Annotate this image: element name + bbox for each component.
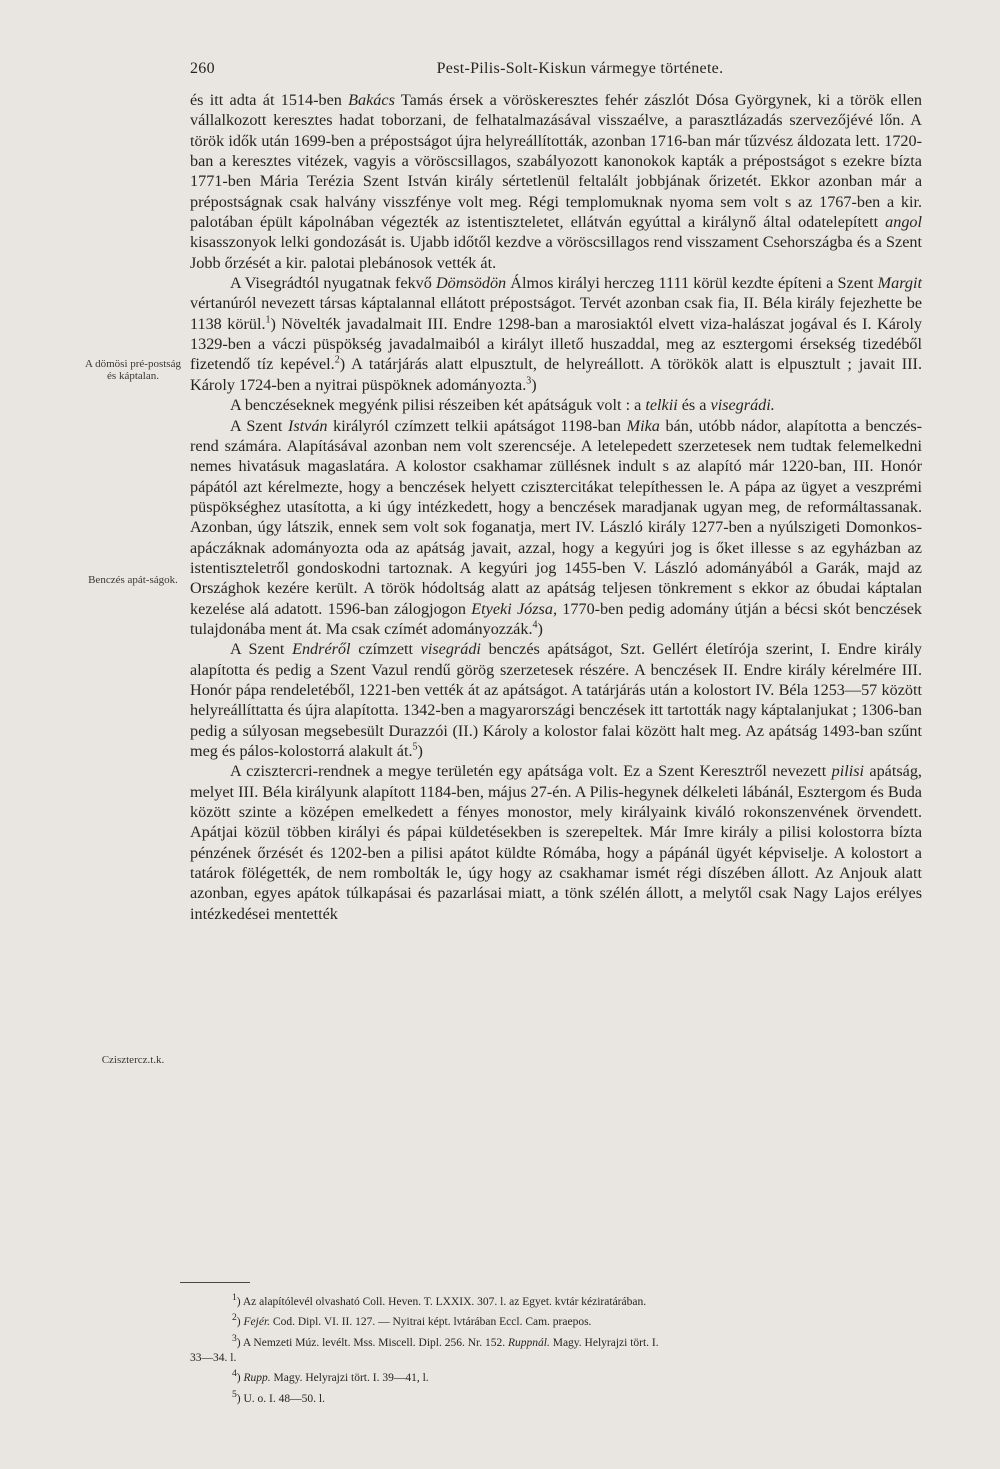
- body-text: [190, 90, 922, 924]
- paragraph: A czisztercri-rendnek a megye területén egy apátsága volt. Ez a Szent Keresztről nevezett pilisi apátság, melyet III. Béla királyunk alapított 1184-ben, május 27-én. A Pilis-hegynek délkeleti lábánál, Esztergom és Buda között szinte a középen emelkedett a fényes monostor, mely királyaink kiváló rokonszenvének örvendett. Apátjai közül többen királyi és pápai küldetésekben is szerepeltek. Már Imre király a pilisi kolostorra bízta pénzének őrzését és 1202-ben a pilisi apátot küldte Rómába, hogy a pápánál ügyét képviselje. A kolostort a tatárok fölégették, de nem rombolták le, úgy hogy az csakhamar ismét régi díszében állott. Az Anjouk alatt azonban, egyes apátok túlkapásai és pazarlásai miatt, a tönk szélén állott, a melytől csak Nagy Lajos erélyes intézkedései mentették: [190, 762, 922, 923]
- footnote-rule: [180, 1282, 250, 1283]
- footnote: $^4$) Rupp. Magy. Helyrajzi tört. I. 39—41, l.: [232, 1368, 429, 1385]
- running-header: [190, 60, 930, 84]
- page-number: 260: [190, 60, 215, 77]
- paragraph: A Szent István királyról czímzett telkii apátságot 1198-ban Mika bán, utóbb nádor, alapította a benczés-rend számára. Alapításával azonban nem volt szerencséje. A letelepedett szerzetesek nem tudtak felemelkedni nemes hivatásuk magaslatára. A kolostor csakhamar züllésnek indult s az alapító már 1220-ban, III. Honór pápától azt kérelmezte, hogy a benczések helyett czisztercitákat telepíthessen le. A pápa az ügyet a veszprémi püspökséghez utasította, a ki úgy intézkedett, hogy a benczések maradjanak ugyan meg, de reformáltassanak. Azonban, úgy látszik, ennek sem volt sok foganatja, mert IV. László király 1277-ben a nyúlszigeti Domonkos-apáczáknak adományozta oda az apátság javait, azzal, hogy a kegyúri jog is őket illesse s az egyházban az istentiszteletről gondoskodni tartoznak. A kegyúri jog 1455-ben V. László adományából a Garák, majd az Országhok kezére került. A török hódoltság alatt az apátság teljesen tönkrement s ekkor az óbudai káptalan kezelése alá adatott. 1596-ban zálogjogon Etyeki Józsa, 1770-ben pedig adomány útján a bécsi skót benczések tulajdonába ment át. Ma csak czímét adományozzák.$^4$): [190, 416, 923, 638]
- footnotes: [190, 1290, 922, 1407]
- paragraph: A Visegrádtól nyugatnak fekvő Dömsödön Álmos királyi herczeg 1111 körül kezdte építeni a Szent Margit vértanúról nevezett társas káptalannal ellátott prépostságot. Tervét azonban csak fia, II. Béla király fejezhette be 1138 körül.$^1$) Növelték javadalmait III. Endre 1298-ban a marosiaktól elvett viza-halászat jogával és I. Károly 1329-ben a váczi püspökség javadalmaiból a királyt illető huszaddal, meg az esztergomi érsekség tizedéből fizetendő tíz kepével.$^2$) A tatárjárás alatt elpusztult, de helyreállott. A törökök alatt is elpusztult ; javait III. Károly 1724-ben a nyitrai püspöknek adományozta.$^3$): [190, 274, 923, 394]
- paragraph: és itt adta át 1514-ben Bakács Tamás érsek a vöröskeresztes fehér zászlót Dósa Györgynek, ki a török ellen vállalkozott keresztes hadat toborzani, de felhatalmazásával visszaélve, a parasztlázadás szervezőjévé lőn. A török idők után 1699-ben a prépostságot újra helyreállították, azonban 1716-ban már tűzvész áldozata lett. 1720-ban a keresztes vitézek, vagyis a vöröscsillagos, szabályozott kanonokok kapták a prépostságot s ezekre bízta 1771-ben Mária Terézia Szent István király sértetlenül feltalált jobbjának őrizetét. Ekkor azonban már a prépostságnak csak halvány visszfénye volt meg. Régi templomuknak nyoma sem volt s az 1767-ben a kir. palotában épült kápolnában végezték az istentiszteletet, ellátván egyúttal a királynő által odatelepített angol kisasszonyok lelki gondozását is. Ujabb időtől kezdve a vöröscsillagos rend visszament Csehországba és a Szent Jobb őrzését a kir. palotai plebánosok vették át.: [190, 91, 922, 272]
- paragraph: A Szent Endréről czímzett visegrádi benczés apátságot, Szt. Gellért életírója szerint, I. Endre király alapította és pedig a Szent Vazul rendű görög szerzetesek részére. A benczések II. Endre király kérelmére III. Honór pápa rendeletéből, 1221-ben vették át az apátságot. A tatárjárás után a kolostort IV. Béla 1253—57 között helyreállíttatta és újra alapította. 1342-ben a magyarországi benczések itt tartották nagy káptalanjukat ; 1306-ban pedig a súlyosan megsebesült Durazzói (II.) Károly a kolostor falai között halt meg. Az apátság 1493-ban szűnt meg és pálos-kolostorrá alakult át.$^5$): [190, 640, 922, 760]
- running-title: Pest-Pilis-Solt-Kiskun vármegye története.: [436, 60, 724, 77]
- footnote-continuation: 33—34. l.: [190, 1351, 237, 1364]
- footnote: $^5$) U. o. I. 48—50. l.: [232, 1388, 325, 1405]
- footnote: $^2$) Fejér. Cod. Dipl. VI. II. 127. — Nyitrai képt. lvtárában Eccl. Cam. praepos.: [232, 1312, 592, 1329]
- margin-note-domosi: A dömösi pré-postság és káptalan.: [85, 358, 181, 382]
- footnote: $^3$) A Nemzeti Múz. levélt. Mss. Miscell. Dipl. 256. Nr. 152. Ruppnál. Magy. Helyrajzi tört. I.: [232, 1332, 659, 1349]
- margin-note-cziszterczitak: Czisztercz.t.k.: [101, 1054, 165, 1066]
- paragraph: A benczéseknek megyénk pilisi részeiben két apátságuk volt : a telkii és a visegrádi.: [230, 396, 775, 415]
- margin-note-benczes: Benczés apát-ságok.: [88, 574, 178, 586]
- footnote: $^1$) Az alapítólevél olvasható Coll. Heven. T. LXXIX. 307. l. az Egyet. kvtár kéziratárában.: [232, 1292, 647, 1308]
